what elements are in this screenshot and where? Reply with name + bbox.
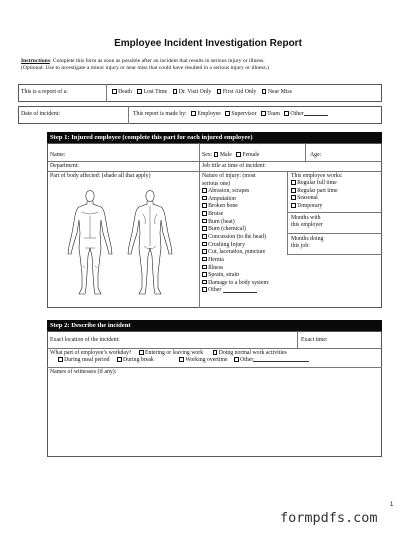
works-option-label: Temporary <box>297 203 323 209</box>
workday-option-label: Entering or leaving work <box>145 350 204 357</box>
checkbox-icon[interactable] <box>202 234 207 239</box>
option-label: First Aid Only <box>222 89 257 96</box>
report-type-label: This is a report of a: <box>21 89 68 95</box>
works-seasonal[interactable] <box>291 195 343 203</box>
incident-date-label: Date of incident: <box>21 111 60 117</box>
checkbox-icon[interactable] <box>139 350 144 355</box>
checkbox-icon[interactable] <box>291 180 296 185</box>
months-job-label-1: Months doing <box>291 236 324 242</box>
checkbox-icon[interactable] <box>202 196 207 201</box>
checkbox-icon[interactable] <box>202 280 207 285</box>
checkbox-icon[interactable] <box>213 350 218 355</box>
workday-normal-activities[interactable] <box>213 350 287 356</box>
checkbox-icon[interactable] <box>202 242 207 247</box>
step1-cell-divider <box>287 212 382 213</box>
injury-illness[interactable] <box>202 265 270 273</box>
months-employer-label-1: Months with <box>291 215 321 221</box>
option-lost-time[interactable] <box>137 89 167 95</box>
workday-option-label: During meal period <box>64 357 110 364</box>
injury-label: Amputation <box>208 195 236 202</box>
workday-row-2 <box>58 357 309 364</box>
instructions-line-1: : Complete this form as soon as possible after an incident that results in serious injury or illness. <box>49 58 265 64</box>
injury-cut[interactable] <box>202 249 270 257</box>
job-title-label: Job title at time of incident: <box>202 163 266 169</box>
step2-col-divider <box>297 331 298 348</box>
checkbox-icon[interactable] <box>179 357 184 362</box>
form-title: Employee Incident Investigation Report <box>114 38 302 49</box>
works-label: This employee works: <box>291 173 343 179</box>
months-job-field[interactable] <box>291 236 323 250</box>
age-label: Age: <box>310 152 322 158</box>
checkbox-icon[interactable] <box>202 226 207 231</box>
step1-header: Step 1: Injured employee (complete this part for each injured employee) <box>47 132 382 143</box>
step1-cell-divider <box>287 233 382 234</box>
injury-label: Sprain, strain <box>208 272 240 279</box>
workday-meal-period[interactable] <box>58 357 110 363</box>
works-option-label: Regular full time <box>297 180 337 187</box>
checkbox-icon[interactable] <box>173 89 178 94</box>
injury-label: Damage to a body system: <box>208 279 270 286</box>
checkbox-icon[interactable] <box>225 111 230 116</box>
injury-hernia[interactable] <box>202 257 270 265</box>
reported-by-row <box>133 111 328 118</box>
option-label: Death <box>118 89 132 96</box>
injury-crushing[interactable] <box>202 242 270 250</box>
works-full-time[interactable] <box>291 180 343 188</box>
injury-label: Other <box>208 287 222 294</box>
injury-label: Hernia <box>208 256 224 263</box>
injury-concussion[interactable] <box>202 234 270 242</box>
department-label: Department: <box>50 163 79 169</box>
instructions-line-2: (Optional: Use to investigate a minor injury or near miss that could have resulted in a serious injury or illness.) <box>21 65 269 72</box>
checkbox-icon[interactable] <box>202 188 207 193</box>
checkbox-icon[interactable] <box>202 257 207 262</box>
months-employer-field[interactable] <box>291 215 323 229</box>
body-diagram[interactable] <box>55 188 195 298</box>
option-other[interactable] <box>284 111 327 117</box>
option-dr-visit[interactable] <box>173 89 212 95</box>
checkbox-icon[interactable] <box>202 272 207 277</box>
other-blank[interactable] <box>253 357 309 362</box>
injury-label: Concussion (to the head) <box>208 234 266 241</box>
option-death[interactable] <box>112 89 132 95</box>
option-label: Dr. Visit Only <box>178 89 212 96</box>
checkbox-icon[interactable] <box>202 219 207 224</box>
workday-other[interactable] <box>234 357 309 363</box>
option-label: Supervisor <box>231 111 257 118</box>
checkbox-icon[interactable] <box>202 249 207 254</box>
workday-entering-leaving[interactable] <box>139 350 203 356</box>
instructions <box>21 58 401 73</box>
workday-overtime[interactable] <box>179 357 227 363</box>
other-blank[interactable] <box>223 288 257 293</box>
injury-label: Burn (chemical) <box>208 226 246 233</box>
body-front-outline[interactable] <box>68 191 112 295</box>
injury-label: Broken bone <box>208 203 238 210</box>
workday-option-label: Doing normal work activities <box>218 350 287 357</box>
body-back-outline[interactable] <box>128 191 172 295</box>
checkbox-icon[interactable] <box>112 89 117 94</box>
option-label: Near Miss <box>267 89 292 96</box>
date-reported-divider <box>128 106 129 124</box>
works-option-label: Regular part time <box>297 188 338 194</box>
checkbox-icon[interactable] <box>291 188 296 193</box>
checkbox-icon[interactable] <box>137 89 142 94</box>
months-job-label-2: this job: <box>291 243 310 250</box>
nature-label-1: Nature of injury: (most <box>202 173 256 179</box>
step1-cell-divider <box>287 254 382 255</box>
injury-label: Illness <box>208 264 224 271</box>
name-label: Name: <box>50 152 66 158</box>
nature-label-2: serious one) <box>202 180 231 187</box>
checkbox-icon[interactable] <box>236 152 241 157</box>
injury-label: Abrasion, scrapes <box>208 188 250 195</box>
checkbox-icon[interactable] <box>261 111 266 116</box>
injury-label: Bruise <box>208 211 224 218</box>
checkbox-icon[interactable] <box>191 111 196 116</box>
step1-col-divider <box>305 143 306 161</box>
checkbox-icon[interactable] <box>291 195 296 200</box>
works-temporary[interactable] <box>291 203 343 211</box>
step1-col-divider <box>199 143 200 308</box>
workday-option-label: Working overtime <box>185 357 228 364</box>
checkbox-icon[interactable] <box>202 203 207 208</box>
body-part-label: Part of body affected: (shade all that apply) <box>50 173 151 179</box>
injury-broken-bone[interactable] <box>202 203 270 211</box>
reported-by-label: This report is made by: <box>133 111 187 118</box>
checkbox-icon[interactable] <box>234 357 239 362</box>
checkbox-icon[interactable] <box>202 287 207 292</box>
option-label: Team <box>267 111 280 118</box>
step2-row-divider <box>47 348 382 349</box>
time-label: Exact time: <box>301 337 328 343</box>
nature-of-injury-list <box>202 173 270 295</box>
workday-option-label: Other <box>240 357 254 364</box>
workday-break[interactable] <box>117 357 154 363</box>
option-label: Employee <box>197 111 221 118</box>
option-label: Female <box>242 152 260 159</box>
option-female[interactable] <box>236 152 259 158</box>
checkbox-icon[interactable] <box>58 357 63 362</box>
option-team[interactable] <box>261 111 280 117</box>
works-option-label: Seasonal <box>297 195 318 202</box>
injury-label: Burn (heat) <box>208 218 235 225</box>
step1-row-divider <box>47 171 382 172</box>
injury-label: Crushing Injury <box>208 241 245 248</box>
checkbox-icon[interactable] <box>202 211 207 216</box>
option-first-aid[interactable] <box>217 89 257 95</box>
option-near-miss[interactable] <box>262 89 292 95</box>
option-employee[interactable] <box>191 111 221 117</box>
instructions-label: Instructions <box>21 58 50 64</box>
workday-label: What part of employee’s workday? <box>50 350 132 357</box>
report-type-divider <box>106 84 107 102</box>
location-label: Exact location of the incident: <box>50 337 120 343</box>
sex-field <box>202 152 259 159</box>
injury-body-system[interactable] <box>202 280 270 288</box>
watermark: formpdfs.com <box>280 510 378 526</box>
checkbox-icon[interactable] <box>291 203 296 208</box>
checkbox-icon[interactable] <box>214 152 219 157</box>
step2-row-divider <box>47 367 382 368</box>
checkbox-icon[interactable] <box>202 265 207 270</box>
other-blank[interactable] <box>304 111 328 116</box>
witnesses-label: Names of witnesses (if any): <box>50 369 117 375</box>
option-label: Male <box>219 152 232 159</box>
works-part-time[interactable] <box>291 188 343 196</box>
option-label: Other <box>290 111 304 118</box>
injury-label: Cut, laceration, puncture <box>208 249 266 256</box>
injury-abrasion[interactable] <box>202 188 270 196</box>
checkbox-icon[interactable] <box>217 89 222 94</box>
checkbox-icon[interactable] <box>284 111 289 116</box>
page-number: 1 <box>390 502 394 508</box>
option-supervisor[interactable] <box>225 111 256 117</box>
workday-option-label: During break <box>123 357 154 364</box>
injury-other[interactable] <box>202 287 270 295</box>
option-male[interactable] <box>214 152 232 158</box>
option-label: Lost Time <box>143 89 168 96</box>
step2-header: Step 2: Describe the incident <box>47 320 382 331</box>
months-employer-label-2: this employer <box>291 222 323 229</box>
sex-label: Sex: <box>202 152 213 159</box>
step1-row-divider <box>47 161 382 162</box>
checkbox-icon[interactable] <box>117 357 122 362</box>
report-type-options <box>112 89 292 96</box>
injury-amputation[interactable] <box>202 196 270 204</box>
injury-bruise[interactable] <box>202 211 270 219</box>
checkbox-icon[interactable] <box>262 89 267 94</box>
employment-type-list <box>291 173 343 210</box>
injury-burn-chemical[interactable] <box>202 226 270 234</box>
injury-sprain[interactable] <box>202 272 270 280</box>
